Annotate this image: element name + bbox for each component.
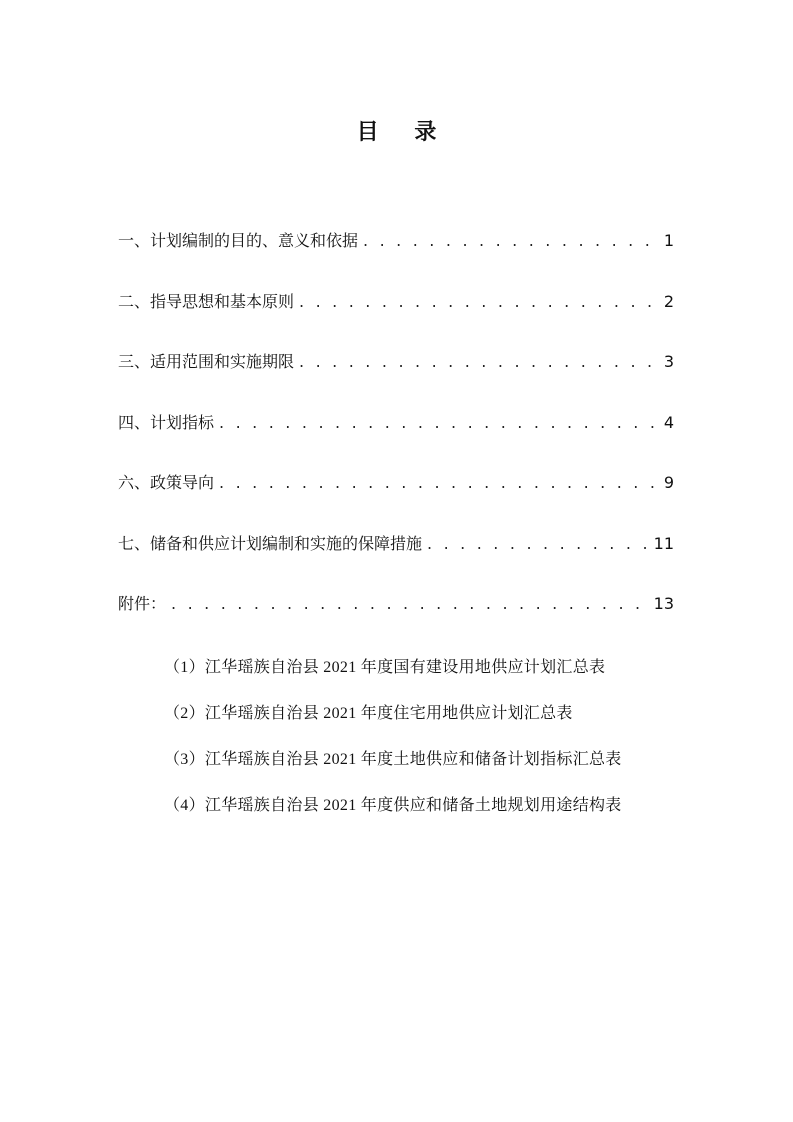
toc-entry-label: 附件： [118, 594, 167, 613]
toc-leader-dots [219, 413, 659, 432]
toc-page-number: 1 [663, 231, 674, 250]
attachment-item: （4）江华瑶族自治县 2021 年度供应和储备土地规划用途结构表 [164, 797, 622, 814]
toc-page-number: 13 [653, 594, 674, 613]
toc-entry-1[interactable] [118, 228, 674, 289]
toc-entry-3[interactable] [118, 349, 674, 410]
toc-entry-4[interactable] [118, 410, 674, 471]
toc-leader-dots [171, 594, 649, 613]
toc-page-number: 2 [663, 291, 674, 311]
toc-entry-label: 二、指导思想和基本原则 [118, 291, 295, 311]
attachment-item: （2）江华瑶族自治县 2021 年度住宅用地供应计划汇总表 [164, 705, 573, 722]
toc-entry-label: 三、适用范围和实施期限 [118, 352, 295, 371]
toc-leader-dots [427, 534, 649, 553]
toc-leader-dots [299, 292, 659, 311]
toc-leader-dots [299, 352, 659, 371]
toc-entry-6[interactable] [118, 470, 674, 531]
toc-entry-label: 四、计划指标 [118, 412, 215, 432]
toc-page-number: 9 [663, 473, 674, 492]
toc-page-number: 4 [663, 412, 674, 432]
table-of-contents [118, 228, 674, 652]
toc-entry-attachments[interactable] [118, 591, 674, 652]
toc-leader-dots [363, 231, 659, 250]
attachment-list [164, 654, 676, 838]
page-title: 目 录 [356, 120, 451, 145]
toc-entry-label: 一、计划编制的目的、意义和依据 [118, 231, 359, 250]
toc-entry-label: 六、政策导向 [118, 473, 215, 492]
toc-entry-2[interactable] [118, 289, 674, 350]
toc-leader-dots [219, 473, 659, 492]
attachment-item: （1）江华瑶族自治县 2021 年度国有建设用地供应计划汇总表 [164, 659, 606, 676]
attachment-item: （3）江华瑶族自治县 2021 年度土地供应和储备计划指标汇总表 [164, 751, 622, 768]
toc-entry-label: 七、储备和供应计划编制和实施的保障措施 [118, 533, 423, 553]
toc-page-number: 3 [663, 352, 674, 371]
toc-entry-7[interactable] [118, 531, 674, 592]
toc-page-number: 11 [653, 533, 674, 553]
